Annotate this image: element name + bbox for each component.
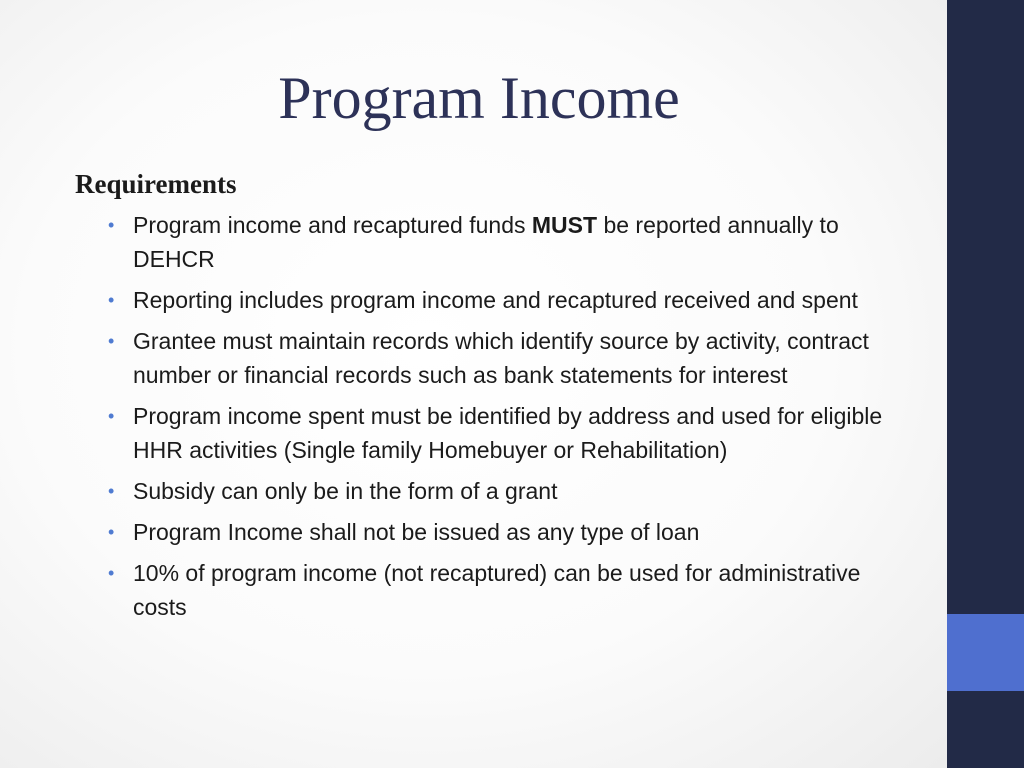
bullet-dot-icon: •	[108, 481, 115, 501]
bullet-dot-icon: •	[108, 563, 115, 583]
bullet-item	[0, 474, 908, 508]
bullet-item	[0, 399, 908, 467]
side-accent-block	[947, 614, 1024, 691]
bullet-text: Program income and recaptured funds	[133, 212, 532, 238]
bullet-item	[0, 208, 908, 276]
bullet-item	[0, 324, 908, 392]
bullet-dot-icon: •	[108, 522, 115, 542]
bullet-text: 10% of program income (not recaptured) can be used for administrative costs	[133, 560, 861, 620]
bullet-dot-icon: •	[108, 290, 115, 310]
bullet-emphasis: MUST	[531, 212, 598, 238]
bullet-list	[0, 208, 947, 631]
section-heading: Requirements	[75, 169, 237, 199]
bullet-text: Reporting includes program income and recaptured received and spent	[133, 287, 858, 313]
bullet-text: be reported annually to DEHCR	[133, 212, 839, 272]
slide-title: Program Income	[278, 65, 680, 131]
bullet-dot-icon: •	[108, 215, 115, 235]
bullet-dot-icon: •	[108, 406, 115, 426]
bullet-item	[0, 515, 908, 549]
bullet-text: Subsidy can only be in the form of a grant	[133, 478, 558, 504]
bullet-text: Grantee must maintain records which identify source by activity, contract number or financial records such as bank statements for interest	[133, 328, 869, 388]
bullet-item	[0, 283, 908, 317]
bullet-dot-icon: •	[108, 331, 115, 351]
bullet-item	[0, 556, 908, 624]
bullet-text: Program income spent must be identified by address and used for eligible HHR activities (Single family Homebuyer or Rehabilitation)	[133, 403, 883, 463]
bullet-text: Program Income shall not be issued as any type of loan	[133, 519, 700, 545]
